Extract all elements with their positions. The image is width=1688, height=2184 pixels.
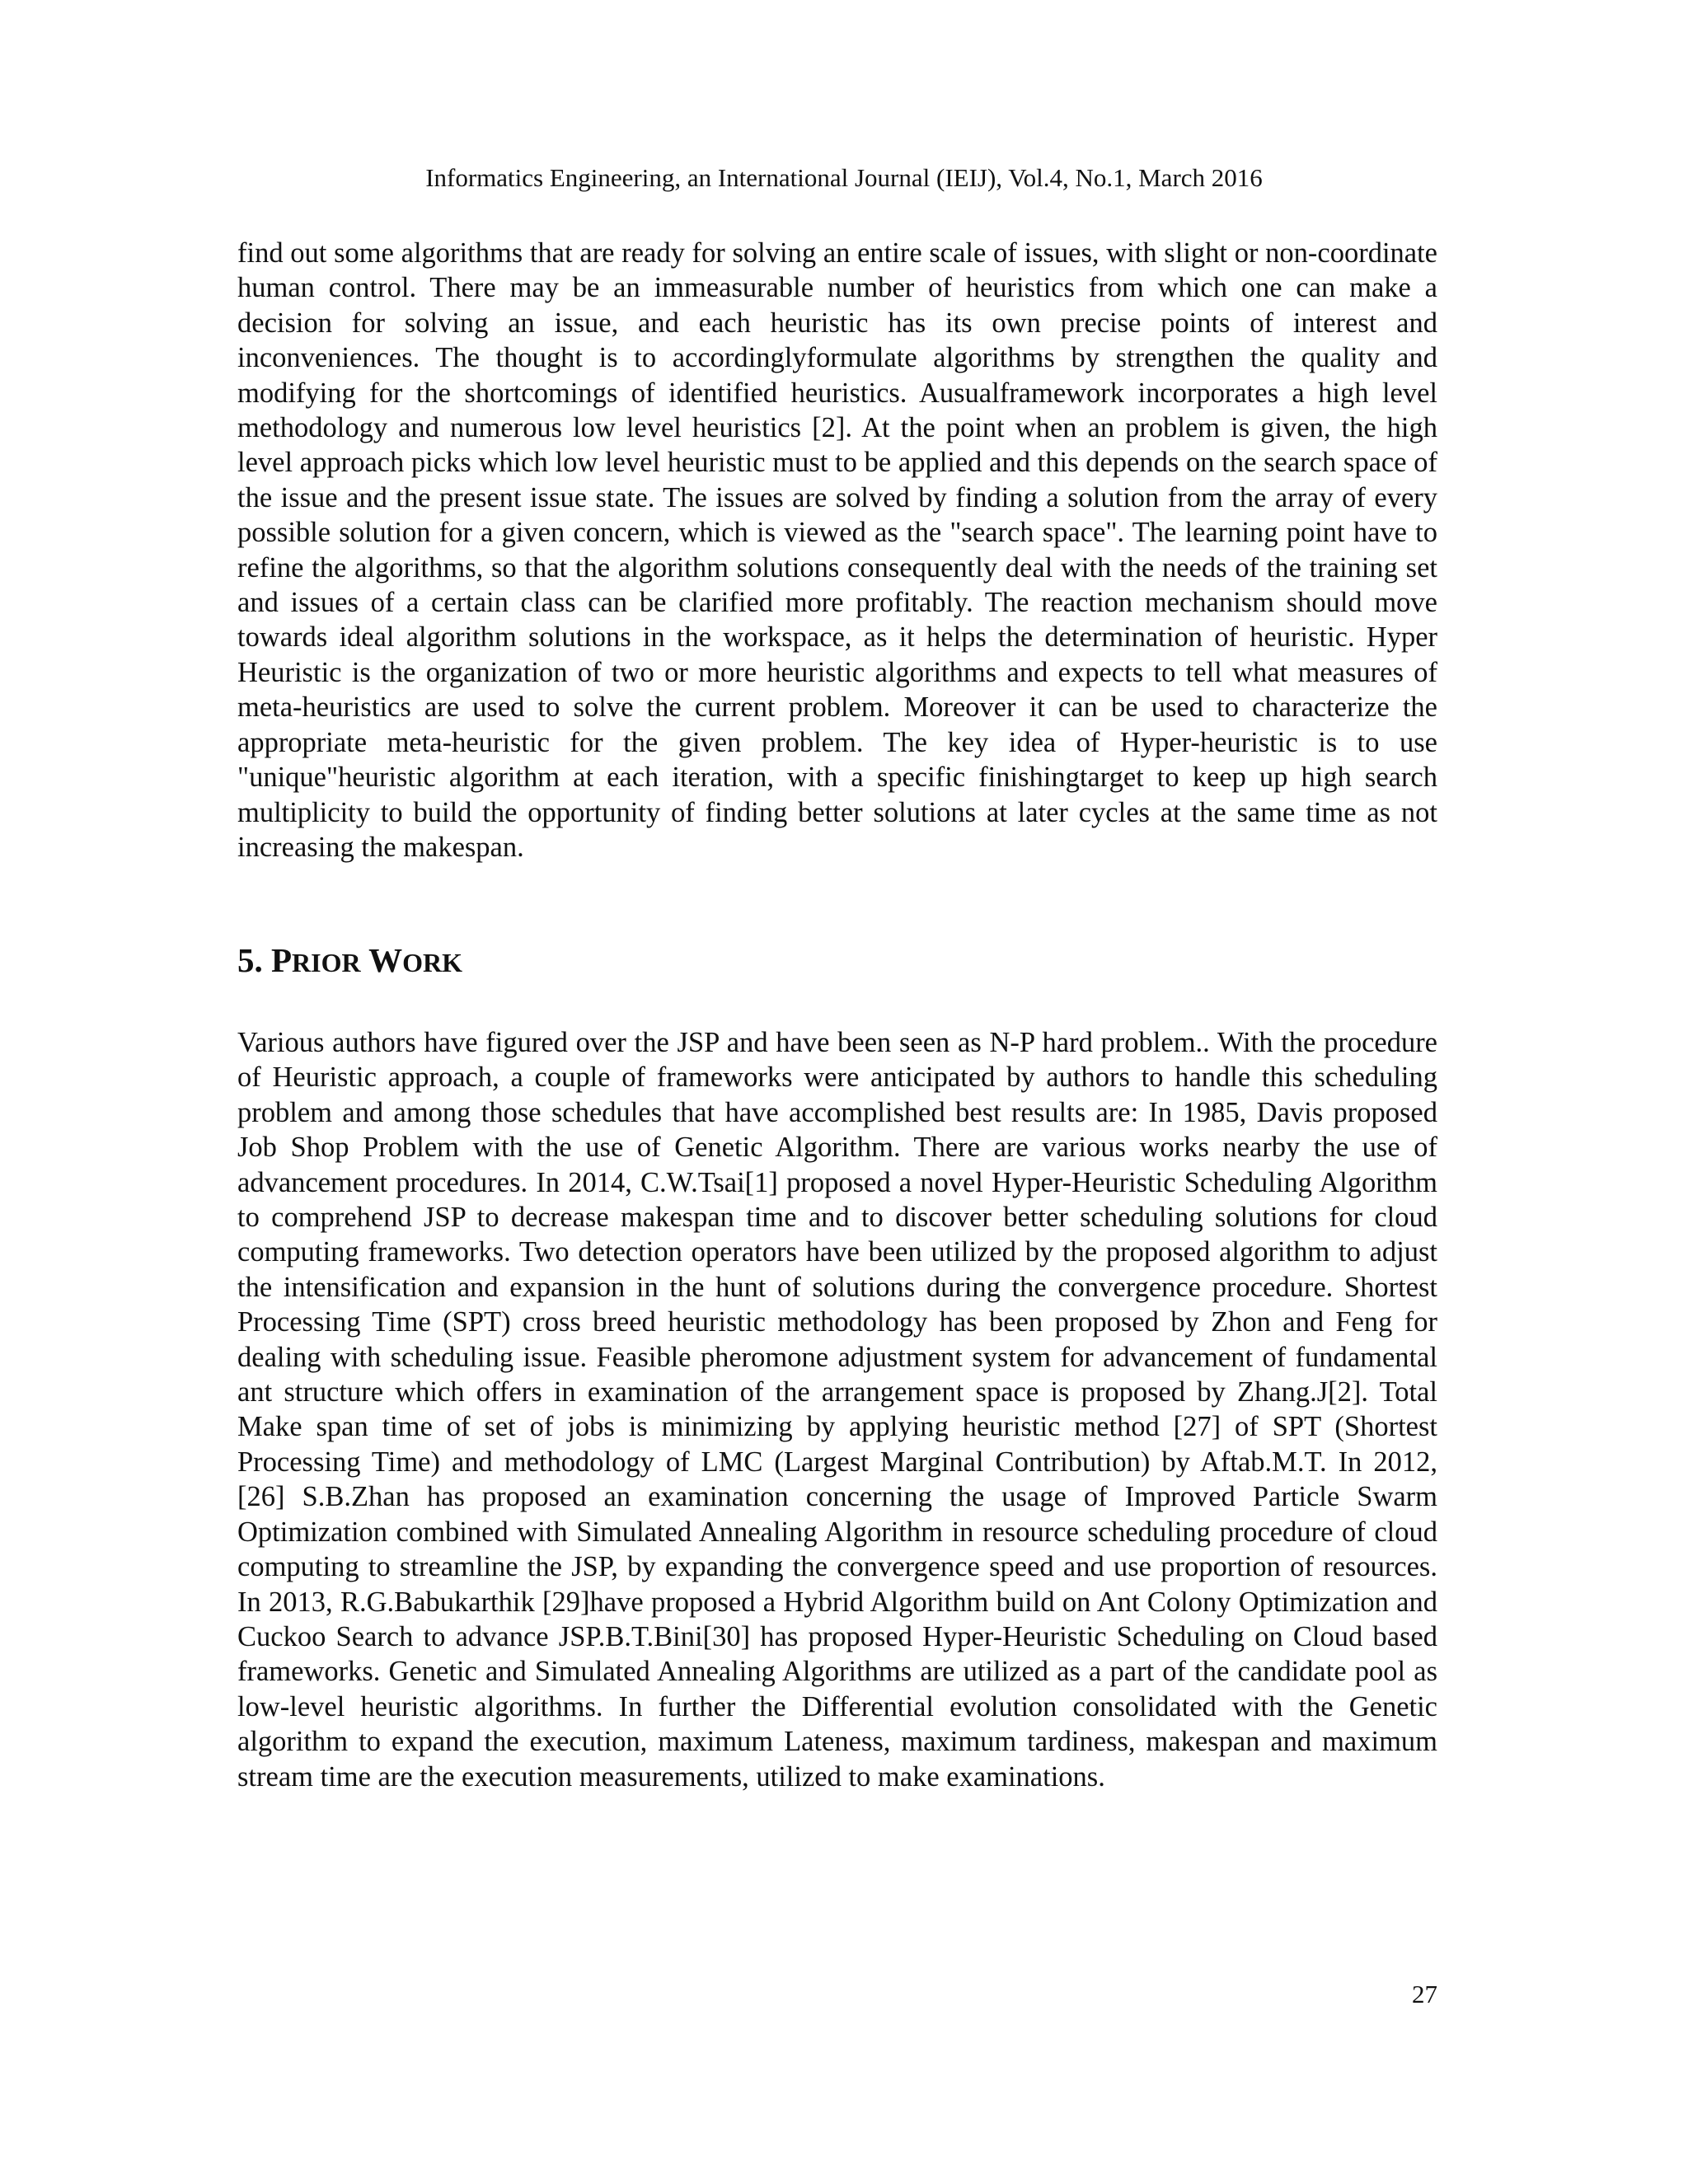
body-paragraph-continuation: find out some algorithms that are ready for solving an entire scale of issues, with slight or non-coordinate human control. There may be an immeasurable number of heuristics from which one can make a decision for solving an issue, and each heuristic has its own precise points of interest and inconveniences. The thought is to accordinglyformulate algorithms by strengthen the quality and modifying for the shortcomings of identified heuristics. Ausualframework incorporates a high level methodology and numerous low level heuristics [2]. At the point when an problem is given, the high level approach picks which low level heuristic must to be applied and this depends on the search space of the issue and the present issue state. The issues are solved by finding a solution from the array of every possible solution for a given concern, which is viewed as the "search space". The learning point have to refine the algorithms, so that the algorithm solutions consequently deal with the needs of the training set and issues of a certain class can be clarified more profitably. The reaction mechanism should move towards ideal algorithm solutions in the workspace, as it helps the determination of heuristic. Hyper Heuristic is the organization of two or more heuristic algorithms and expects to tell what measures of meta-heuristics are used to solve the current problem. Moreover it can be used to characterize the appropriate meta-heuristic for the given problem. The key idea of Hyper-heuristic is to use "unique"heuristic algorithm at each iteration, with a specific finishingtarget to keep up high search multiplicity to build the opportunity of finding better solutions at later cycles at the same time as not increasing the makespan.: [237, 237, 1437, 863]
section-title-initial-w: W: [368, 941, 403, 979]
page-number: 27: [1412, 1980, 1437, 2008]
section-title-rest-ork: ORK: [402, 948, 463, 977]
section-title-initial-p: P: [271, 941, 293, 979]
section-title-rest-rior: RIOR: [292, 948, 361, 977]
section-heading-prior-work: [237, 940, 462, 983]
section-number: 5.: [237, 941, 263, 979]
running-header: Informatics Engineering, an International Journal (IEIJ), Vol.4, No.1, March 2016: [425, 163, 1263, 192]
body-paragraph-prior-work: Various authors have figured over the JSP and have been seen as N-P hard problem.. With the procedure of Heuristic approach, a couple of frameworks were anticipated by authors to handle this scheduling problem and among those schedules that have accomplished best results are: In 1985, Davis proposed Job Shop Problem with the use of Genetic Algorithm. There are various works nearby the use of advancement procedures. In 2014, C.W.Tsai[1] proposed a novel Hyper-Heuristic Scheduling Algorithm to comprehend JSP to decrease makespan time and to discover better scheduling solutions for cloud computing frameworks. Two detection operators have been utilized by the proposed algorithm to adjust the intensification and expansion in the hunt of solutions during the convergence procedure. Shortest Processing Time (SPT) cross breed heuristic methodology has been proposed by Zhon and Feng for dealing with scheduling issue. Feasible pheromone adjustment system for advancement of fundamental ant structure which offers in examination of the arrangement space is proposed by Zhang.J[2]. Total Make span time of set of jobs is minimizing by applying heuristic method [27] of SPT (Shortest Processing Time) and methodology of LMC (Largest Marginal Contribution) by Aftab.M.T. In 2012, [26] S.B.Zhan has proposed an examination concerning the usage of Improved Particle Swarm Optimization combined with Simulated Annealing Algorithm in resource scheduling procedure of cloud computing to streamline the JSP, by expanding the convergence speed and use proportion of resources. In 2013, R.G.Babukarthik [29]have proposed a Hybrid Algorithm build on Ant Colony Optimization and Cuckoo Search to advance JSP.B.T.Bini[30] has proposed Hyper-Heuristic Scheduling on Cloud based frameworks. Genetic and Simulated Annealing Algorithms are utilized as a part of the candidate pool as low-level heuristic algorithms. In further the Differential evolution consolidated with the Genetic algorithm to expand the execution, maximum Lateness, maximum tardiness, makespan and maximum stream time are the execution measurements, utilized to make examinations.: [237, 1027, 1437, 1793]
